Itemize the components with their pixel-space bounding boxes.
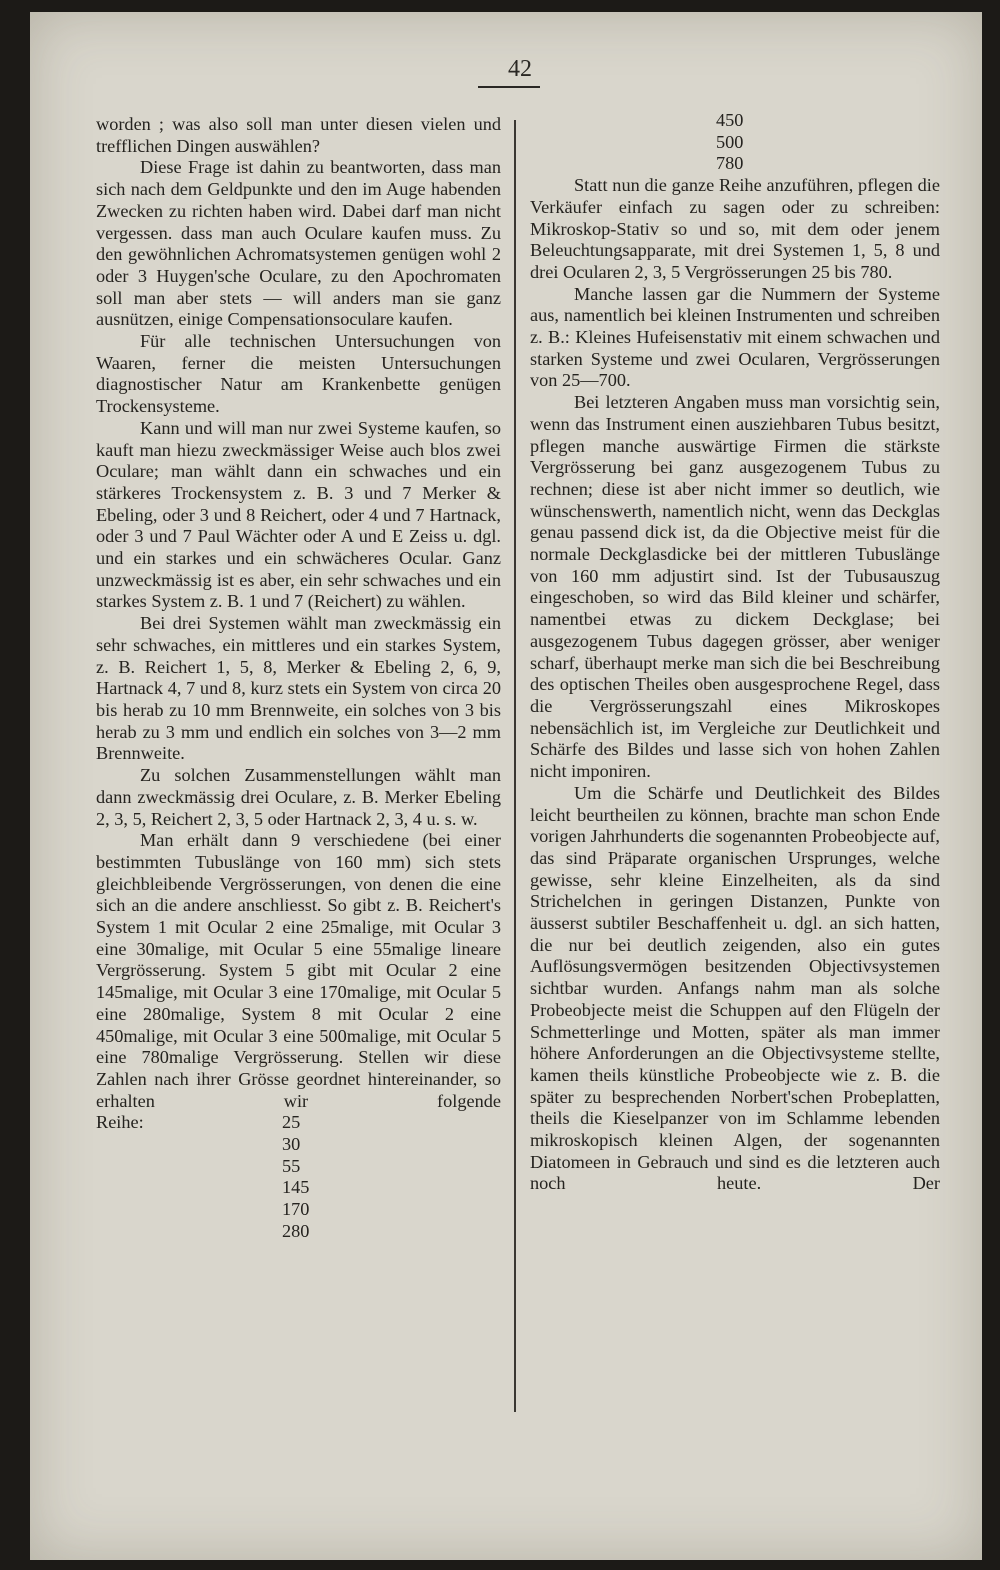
page-number-underline xyxy=(478,86,540,88)
number-list xyxy=(530,110,940,175)
number-list xyxy=(96,1112,501,1242)
number-series xyxy=(96,1112,501,1242)
paragraph: worden ; was also soll man unter diesen vielen und trefflichen Dingen auswählen? xyxy=(96,114,501,156)
list-item: 25 xyxy=(282,1112,301,1133)
list-item: 30 xyxy=(282,1134,301,1155)
paragraph: Bei letzteren Angaben muss man vorsichtig sein, wenn das Instrument einen ausziehbaren Tubus besitzt, pflegen manche auswärtige Firmen die stärkste Vergrösserung bei ganz ausgezogenem Tubus zu rechnen; diese ist aber nicht immer so deutlich, wie wünschenswerth, namentlich nicht, wenn das Deckglas genau passend dick ist, da die Objective meist für die normale Deckglasdicke bei der mittleren Tubuslänge von 160 mm adjustirt sind. Ist der Tubusauszug eingeschoben, so wird das Bild kleiner und schärfer, namentbei etwas zu dickem Deckglase; bei ausgezogenem Tubus dagegen grösser, aber weniger scharf, überhaupt merke man sich die bei Beschreibung des optischen Theiles oben ausgesprochene Regel, dass die Vergrösserungszahl eines Mikroskopes nebensächlich ist, im Vergleiche zur Deutlichkeit und Schärfe des Bildes und lasse sich von hohen Zahlen nicht imponiren. xyxy=(530,392,940,782)
list-item: 500 xyxy=(716,131,744,152)
paragraph: Bei drei Systemen wählt man zweckmässig ein sehr schwaches, ein mittleres und ein starkes System, z. B. Reichert 1, 5, 8, Merker & Ebeling 2, 6, 9, Hartnack 4, 7 und 8, kurz stets ein System von circa 20 bis herab zu 10 mm Brennweite, ein solches von 3 bis herab zu 3 mm und endlich ein solches von 3—2 mm Brennweite. xyxy=(96,613,501,764)
paragraph: Manche lassen gar die Nummern der Systeme aus, namentlich bei kleinen Instrumenten und schreiben z. B.: Kleines Hufeisenstativ mit einem schwachen und starken Systeme und zwei Ocularen, Vergrösserungen von 25—700. xyxy=(530,283,940,391)
paragraph: Zu solchen Zusammenstellungen wählt man dann zweckmässig drei Oculare, z. B. Merker Ebeling 2, 3, 5, Reichert 2, 3, 5 oder Hartnack 2, 3, 4 u. s. w. xyxy=(96,765,501,829)
list-item: 450 xyxy=(716,110,744,130)
right-column xyxy=(530,110,940,1195)
page-number: 42 xyxy=(508,56,532,82)
paragraph: Um die Schärfe und Deutlichkeit des Bildes leicht beurtheilen zu können, brachte man schon Ende vorigen Jahrhunderts die sogenannten Probeobjecte auf, das sind Präparate organischen Ursprunges, welche gewisse, sehr kleine Einzelheiten, als da sind Strichelchen in geringen Distanzen, Punkte von äusserst subtiler Beschaffenheit u. dgl. an sich hatten, die nur bei deutlich zeigenden, also ein gutes Auflösungsvermögen besitzenden Objectivsystemen sichtbar wurden. Anfangs nahm man als solche Probeobjecte meist die Schuppen auf den Flügeln der Schmetterlinge und Motten, später als man immer höhere Anforderungen an die Objectivsysteme stellte, kamen theils künstliche Probeobjecte wie z. B. die später zu besprechenden Norbert'schen Probeplatten, theils die Kieselpanzer von im Schlamme lebenden mikroskopisch kleinen Algen, der sogenannten Diatomeen in Gebrauch und sind es die letzteren auch noch heute. Der xyxy=(530,782,940,1194)
series-label: Reihe: xyxy=(96,1112,144,1133)
list-item: 780 xyxy=(716,153,744,174)
paragraph: Für alle technischen Untersuchungen von Waaren, ferner die meisten Untersuchungen diagnostischer Natur am Krankenbette genügen Trockensysteme. xyxy=(96,331,501,417)
list-item: 145 xyxy=(282,1177,310,1198)
paragraph: Diese Frage ist dahin zu beantworten, dass man sich nach dem Geldpunkte und den im Auge habenden Zwecken zu richten haben wird. Dabei darf man nicht vergessen. dass man auch Oculare kaufen muss. Zu den gewöhnlichen Achromatsystemen genügen wohl 2 oder 3 Huygen'sche Oculare, zu den Apochromaten soll man aber stets — will anders man sie ganz ausnützen, einige Compensationsoculare kaufen. xyxy=(96,157,501,330)
paragraph: Man erhält dann 9 verschiedene (bei einer bestimmten Tubuslänge von 160 mm) sich stets gleichbleibende Vergrösserungen, von denen die eine sich an die andere anschliesst. So gibt z. B. Reichert's System 1 mit Ocular 2 eine 25malige, mit Ocular 3 eine 30malige, mit Ocular 5 eine 55malige lineare Vergrösserung. System 5 gibt mit Ocular 2 eine 145malige, mit Ocular 3 eine 170malige, mit Ocular 5 eine 280malige, System 8 mit Ocular 2 eine 450malige, mit Ocular 3 eine 500malige, mit Ocular 5 eine 780malige Vergrösserung. Stellen wir diese Zahlen nach ihrer Grösse geordnet hintereinander, so erhalten wir folgende xyxy=(96,830,501,1111)
book-page xyxy=(30,12,982,1560)
paragraph: Kann und will man nur zwei Systeme kaufen, so kauft man hiezu zweckmässiger Weise auch blos zwei Oculare; man wählt dann ein schwaches und ein stärkeres Trockensystem z. B. 3 und 7 Merker & Ebeling, oder 3 und 8 Reichert, oder 4 und 7 Hartnack, oder 3 und 7 Paul Wächter oder A und E Zeiss u. dgl. und ein starkes und ein schwächeres Ocular. Ganz unzweckmässig ist es aber, ein sehr schwaches und ein starkes System z. B. 1 und 7 (Reichert) zu wählen. xyxy=(96,417,501,612)
list-item: 170 xyxy=(282,1199,310,1220)
list-item: 280 xyxy=(282,1220,310,1241)
column-divider xyxy=(514,120,516,1412)
list-item: 55 xyxy=(282,1155,301,1176)
left-column xyxy=(96,114,501,1243)
paragraph: Statt nun die ganze Reihe anzuführen, pflegen die Verkäufer einfach zu sagen oder zu schreiben: Mikroskop-Stativ so und so, mit dem oder jenem Beleuchtungsapparate, mit drei Systemen 1, 5, 8 und drei Ocularen 2, 3, 5 Vergrösserungen 25 bis 780. xyxy=(530,175,940,282)
